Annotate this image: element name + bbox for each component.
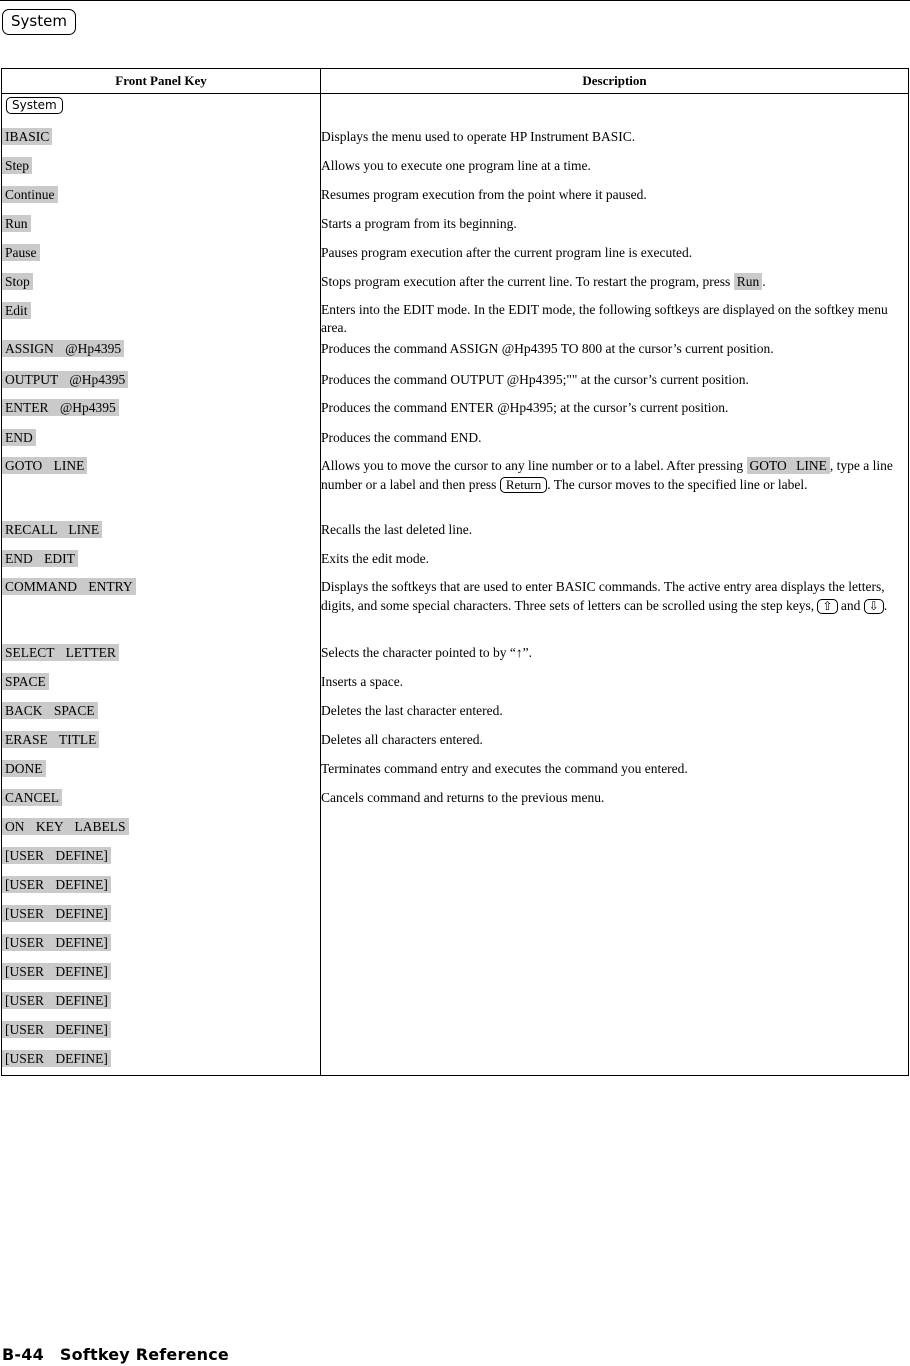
step-down-arrow-icon: ⇩	[864, 599, 884, 614]
table-row	[2, 516, 909, 545]
description-text: Deletes all characters entered.	[321, 731, 483, 747]
description-text-part: , type a line number or a label and then press	[321, 457, 893, 492]
description-text	[321, 453, 908, 494]
softkey-user-define: [USER DEFINE]	[2, 992, 111, 1009]
key-cell	[2, 1017, 321, 1046]
softkey-erase-title: ERASE TITLE	[2, 731, 99, 748]
table-row	[2, 872, 909, 901]
step-up-arrow-icon: ⇧	[817, 599, 837, 614]
description-cell	[321, 94, 909, 122]
description-cell	[321, 843, 909, 872]
softkey-user-define: [USER DEFINE]	[2, 1021, 111, 1038]
table-row	[2, 180, 909, 209]
softkey-run-ref: Run	[734, 273, 763, 290]
table-row	[2, 453, 909, 516]
description-text: Resumes program execution from the point where it paused.	[321, 186, 647, 202]
softkey-user-define: [USER DEFINE]	[2, 847, 111, 864]
description-text: Pauses program execution after the current program line is executed.	[321, 244, 693, 260]
key-cell	[2, 785, 321, 814]
softkey-continue: Continue	[2, 186, 58, 203]
table-row	[2, 901, 909, 930]
key-cell	[2, 574, 321, 640]
description-text-part: Stops program execution after the current line. To restart the program, press	[321, 273, 731, 289]
description-cell	[321, 814, 909, 843]
table-row	[2, 785, 909, 814]
softkey-user-define: [USER DEFINE]	[2, 905, 111, 922]
description-cell	[321, 698, 909, 727]
key-cell	[2, 959, 321, 988]
description-cell	[321, 516, 909, 545]
description-text-part: Allows you to move the cursor to any line number or to a label. After pressing	[321, 457, 744, 473]
softkey-ibasic: IBASIC	[2, 128, 52, 145]
description-cell	[321, 337, 909, 367]
description-text: Produces the command ASSIGN @Hp4395 TO 800 at the cursor’s current position.	[321, 340, 774, 356]
key-cell	[2, 516, 321, 545]
table-row	[2, 1046, 909, 1076]
table-row	[2, 337, 909, 367]
softkey-recall-line: RECALL LINE	[2, 521, 102, 538]
description-cell	[321, 640, 909, 669]
description-cell	[321, 1017, 909, 1046]
description-text: Inserts a space.	[321, 673, 404, 689]
softkey-table	[1, 68, 909, 1076]
table-row	[2, 238, 909, 267]
key-cell	[2, 1046, 321, 1076]
key-cell	[2, 756, 321, 785]
key-cell	[2, 94, 321, 122]
key-cell	[2, 843, 321, 872]
table-row	[2, 151, 909, 180]
softkey-enter-hp4395: ENTER @Hp4395	[2, 399, 119, 416]
table-row	[2, 545, 909, 574]
softkey-select-letter: SELECT LETTER	[2, 644, 119, 661]
description-cell	[321, 727, 909, 756]
table-row	[2, 930, 909, 959]
softkey-goto-line: GOTO LINE	[2, 457, 87, 474]
description-text-part: . The cursor moves to the specified line or label.	[547, 476, 808, 492]
key-cell	[2, 698, 321, 727]
table-row	[2, 727, 909, 756]
return-key: Return	[500, 477, 547, 493]
softkey-cancel: CANCEL	[2, 789, 62, 806]
table-row	[2, 296, 909, 337]
page-number: B-44	[2, 1345, 44, 1364]
table-row	[2, 1017, 909, 1046]
description-text: Terminates command entry and executes the command you entered.	[321, 760, 688, 776]
table-row	[2, 122, 909, 151]
description-text-part: .	[762, 273, 766, 289]
key-cell	[2, 640, 321, 669]
description-text	[321, 574, 908, 615]
description-cell	[321, 296, 909, 337]
table-row	[2, 988, 909, 1017]
key-cell	[2, 988, 321, 1017]
description-text: Recalls the last deleted line.	[321, 521, 473, 537]
key-cell	[2, 901, 321, 930]
system-key-label: System	[6, 97, 63, 114]
key-cell	[2, 238, 321, 267]
description-text: Selects the character pointed to by “↑”.	[321, 644, 533, 660]
description-cell	[321, 453, 909, 516]
table-row	[2, 959, 909, 988]
description-cell	[321, 785, 909, 814]
description-text: Starts a program from its beginning.	[321, 215, 517, 231]
table-row	[2, 574, 909, 640]
table-row	[2, 367, 909, 396]
key-cell	[2, 367, 321, 396]
description-text: Exits the edit mode.	[321, 550, 429, 566]
description-cell	[321, 669, 909, 698]
key-cell	[2, 267, 321, 296]
description-cell	[321, 425, 909, 453]
key-cell	[2, 669, 321, 698]
description-text-part: and	[840, 597, 861, 613]
description-text	[321, 267, 908, 291]
key-cell	[2, 180, 321, 209]
description-cell	[321, 959, 909, 988]
table-row	[2, 814, 909, 843]
softkey-output-hp4395: OUTPUT @Hp4395	[2, 371, 128, 388]
system-hardkey: System	[2, 9, 76, 35]
description-cell	[321, 367, 909, 396]
description-cell	[321, 988, 909, 1017]
table-row	[2, 756, 909, 785]
softkey-user-define: [USER DEFINE]	[2, 876, 111, 893]
softkey-stop: Stop	[2, 273, 33, 290]
column-header-description: Description	[321, 69, 909, 94]
description-cell	[321, 1046, 909, 1076]
description-text: Displays the menu used to operate HP Instrument BASIC.	[321, 128, 636, 144]
table-row	[2, 640, 909, 669]
softkey-step: Step	[2, 157, 32, 174]
table-row	[2, 669, 909, 698]
key-cell	[2, 545, 321, 574]
softkey-end-edit: END EDIT	[2, 550, 78, 567]
description-cell	[321, 901, 909, 930]
description-cell	[321, 756, 909, 785]
key-cell	[2, 453, 321, 516]
description-cell	[321, 545, 909, 574]
top-rule	[0, 0, 910, 1]
description-text-part: .	[883, 597, 888, 613]
description-text: Allows you to execute one program line at a time.	[321, 157, 591, 173]
table-header-row	[2, 69, 909, 94]
key-cell	[2, 727, 321, 756]
description-cell	[321, 180, 909, 209]
softkey-done: DONE	[2, 760, 46, 777]
key-cell	[2, 122, 321, 151]
softkey-run: Run	[2, 215, 31, 232]
table-row	[2, 396, 909, 425]
description-cell	[321, 122, 909, 151]
description-cell	[321, 151, 909, 180]
description-text: Enters into the EDIT mode. In the EDIT mode, the following softkeys are displayed on the softkey menu area.	[321, 301, 888, 335]
page-footer	[2, 1345, 229, 1364]
description-cell	[321, 930, 909, 959]
key-cell	[2, 296, 321, 337]
description-text: Produces the command END.	[321, 429, 482, 445]
softkey-end: END	[2, 429, 36, 446]
table-row	[2, 209, 909, 238]
description-cell	[321, 209, 909, 238]
table-row	[2, 267, 909, 296]
softkey-command-entry: COMMAND ENTRY	[2, 578, 136, 595]
key-cell	[2, 396, 321, 425]
description-text: Deletes the last character entered.	[321, 702, 503, 718]
description-text-part: Displays the softkeys that are used to enter BASIC commands. The active entry area displays the letters, digits, and some special characters. Three sets of letters can be scrolled using the step keys,	[321, 578, 885, 613]
softkey-on-key-labels: ON KEY LABELS	[2, 818, 129, 835]
description-cell	[321, 574, 909, 640]
key-cell	[2, 814, 321, 843]
softkey-back-space: BACK SPACE	[2, 702, 98, 719]
softkey-goto-line-ref: GOTO LINE	[747, 457, 830, 474]
description-text: Produces the command OUTPUT @Hp4395;"" at the cursor’s current position.	[321, 371, 749, 387]
description-cell	[321, 238, 909, 267]
softkey-user-define: [USER DEFINE]	[2, 963, 111, 980]
key-cell	[2, 209, 321, 238]
key-cell	[2, 151, 321, 180]
key-cell	[2, 930, 321, 959]
description-cell	[321, 872, 909, 901]
key-cell	[2, 425, 321, 453]
softkey-space: SPACE	[2, 673, 49, 690]
description-cell	[321, 396, 909, 425]
softkey-assign-hp4395: ASSIGN @Hp4395	[2, 340, 124, 357]
softkey-edit: Edit	[2, 302, 31, 319]
description-text: Cancels command and returns to the previous menu.	[321, 789, 605, 805]
column-header-key: Front Panel Key	[2, 69, 321, 94]
table-row	[2, 843, 909, 872]
key-cell	[2, 337, 321, 367]
table-row	[2, 94, 909, 122]
footer-title: Softkey Reference	[59, 1345, 229, 1364]
table-row	[2, 425, 909, 453]
description-cell	[321, 267, 909, 296]
softkey-user-define: [USER DEFINE]	[2, 1050, 111, 1067]
description-text: Produces the command ENTER @Hp4395; at the cursor’s current position.	[321, 399, 729, 415]
softkey-user-define: [USER DEFINE]	[2, 934, 111, 951]
table-row	[2, 698, 909, 727]
key-cell	[2, 872, 321, 901]
softkey-pause: Pause	[2, 244, 40, 261]
